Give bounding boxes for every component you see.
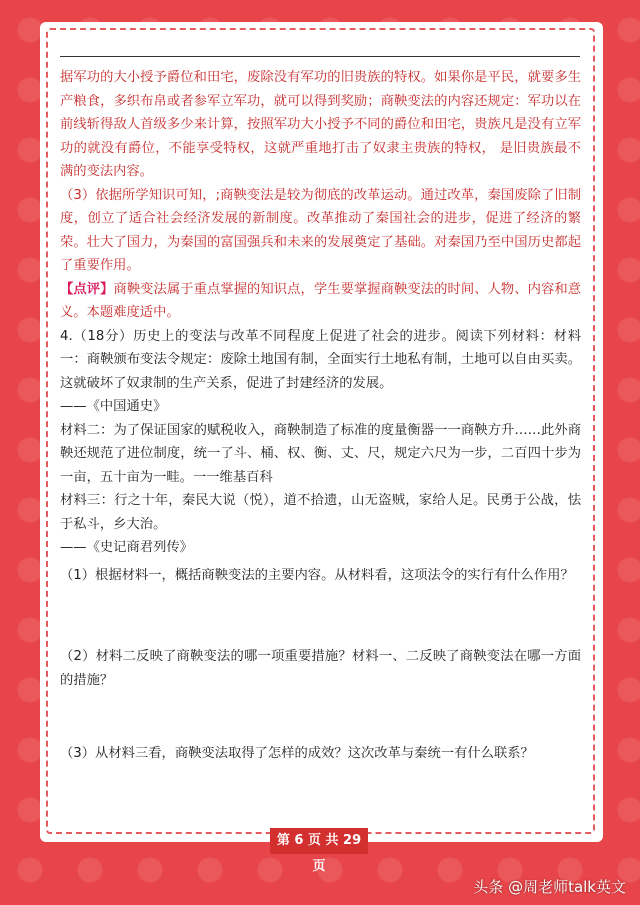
watermark: 头条 @周老师talk英文 (473, 878, 626, 896)
answer-space-1 (60, 587, 581, 645)
document-content (60, 66, 581, 766)
source3: ——《史记商君列传》 (60, 540, 193, 555)
comment-label: 【点评】 (60, 281, 114, 297)
answer-part2: 据军功的大小授予爵位和田宅，废除没有军功的旧贵族的特权。如果你是平民，就要多生产粮食，多织布帛或者参军立军功，就可以得到奖励；商鞅变法的内容还规定：军功以在前线斩得敌人首级多少来计算，按照军功大小授予不同的爵位和田宅，贵族凡是没有立军功的就没有爵位，不能享受特权，这就严重地打击了奴隶主贵族的特权， 是旧贵族最不满的变法内容。 (60, 70, 581, 179)
comment (60, 278, 581, 325)
question4-intro: 4.（18分）历史上的变法与改革不同程度上促进了社会的进步。阅读下列材料：材料一：商鞅颁布变法令规定：废除土地国有制，全面实行土地私有制，土地可以自由买卖。这就破坏了奴隶制的生产关系，促进了封建经济的发展。 (60, 328, 581, 391)
material3: 材料三：行之十年，秦民大说（悦），道不拾遗，山无盗贼，家给人足。民勇于公战，怯于私斗，乡大治。 (60, 493, 581, 532)
answer-space-2 (60, 692, 581, 742)
sub-question-1: （1）根据材料一，概括商鞅变法的主要内容。从材料看，这项法令的实行有什么作用？ (60, 567, 574, 583)
answer-part3: （3）依据所学知识可知，;商鞅变法是较为彻底的改革运动。通过改革，秦国废除了旧制度，创立了适合社会经济发展的新制度。改革推动了秦国社会的进步，促进了经济的繁荣。壮大了国力，为秦国的富国强兵和未来的发展奠定了基础。对秦国乃至中国历史都起了重要作用。 (60, 187, 581, 273)
source1: ——《中国通史》 (60, 399, 167, 414)
sub-question-2: （2）材料二反映了商鞅变法的哪一项重要措施？材料一、二反映了商鞅变法在哪一方面的措施？ (60, 649, 581, 688)
page-number: 第 6 页 共 29 页 (270, 828, 368, 854)
comment-text: 商鞅变法属于重点掌握的知识点，学生要掌握商鞅变法的时间、人物、内容和意义。本题难度适中。 (60, 281, 582, 320)
material2: 材料二：为了保证国家的赋税收入，商鞅制造了标准的度量衡器一一商鞅方升……此外商鞅还规范了进位制度，统一了斗、桶、权、衡、丈、尺，规定六尺为一步，二百四十步为一亩，五十亩为一畦。一一维基百科 (60, 422, 581, 485)
header-rule (60, 56, 580, 57)
sub-question-3: （3）从材料三看，商鞅变法取得了怎样的成效？这次改革与秦统一有什么联系？ (60, 746, 534, 761)
